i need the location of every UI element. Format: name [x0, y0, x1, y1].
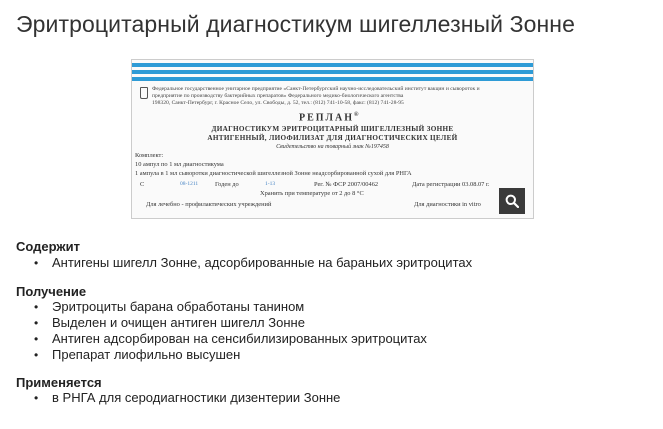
label-brand-name: РЕПЛАН — [299, 112, 355, 124]
label-kit-line: 10 ампул по 1 мл диагностикума — [135, 161, 224, 168]
product-label-image[interactable] — [131, 59, 534, 219]
list-item: • Выделен и очищен антиген шигелл Зонне — [16, 315, 427, 331]
label-footer-left: Для лечебно - профилактических учреждений — [146, 201, 272, 208]
vial-icon — [140, 87, 148, 99]
page-title: Эритроцитарный диагностикум шигеллезный Зонне — [16, 11, 575, 37]
label-org-line: Федеральное государственное унитарное предприятие «Санкт-Петербургский научно-исследовательский институт вакцин и сывороток и — [152, 86, 480, 92]
label-org-line: предприятие по производству бактерийных препаратов» Федерального медико-биологического агентства — [152, 93, 404, 99]
label-kit-line: 1 ампула в 1 мл сыворотки диагностической шигеллезной Зонне неадсорбированной сухой для РНГА — [135, 170, 412, 177]
section-heading-production: Получение — [16, 284, 87, 299]
label-storage: Хранить при температуре от 2 до 8 °С — [260, 190, 364, 197]
production-list — [16, 299, 427, 363]
list-item: • Эритроциты барана обработаны танином — [16, 299, 427, 315]
list-item: • Антиген адсорбирован на сенсибилизированных эритроцитах — [16, 331, 427, 347]
label-reg-number: Рег. № ФСР 2007/00462 — [314, 181, 379, 188]
list-item: • в РНГА для серодиагностики дизентерии Зонне — [16, 390, 340, 406]
label-stripe — [132, 70, 533, 74]
label-reg-date: Дата регистрации 03.08.07 г. — [412, 181, 490, 188]
label-heading: АНТИГЕННЫЙ, ЛИОФИЛИЗАТ ДЛЯ ДИАГНОСТИЧЕСКИХ ЦЕЛЕЙ — [207, 134, 458, 142]
label-brand-mark: ® — [354, 112, 361, 118]
label-stripe — [132, 77, 533, 81]
label-brand — [299, 112, 361, 123]
usage-list — [16, 390, 340, 406]
label-series-value: 08-1211 — [180, 181, 199, 187]
list-item: • Антигены шигелл Зонне, адсорбированные на бараньих эритроцитах — [16, 255, 472, 271]
section-heading-contains: Содержит — [16, 239, 80, 254]
label-footer-right: Для диагностики in vitro — [414, 201, 481, 208]
label-series-label: С — [140, 181, 145, 188]
label-heading: ДИАГНОСТИКУМ ЭРИТРОЦИТАРНЫЙ ШИГЕЛЛЕЗНЫЙ ЗОННЕ — [211, 125, 454, 133]
zoom-button[interactable] — [499, 188, 525, 214]
label-valid-label: Годен до — [215, 181, 239, 188]
section-heading-usage: Применяется — [16, 375, 102, 390]
label-trademark: Свидетельство на товарный знак №197458 — [276, 144, 389, 150]
label-stripe — [132, 63, 533, 67]
contains-list — [16, 255, 472, 271]
magnifier-icon — [505, 194, 519, 208]
label-kit-heading: Комплект: — [135, 152, 164, 159]
label-valid-value: 1-13 — [265, 181, 276, 187]
list-item: • Препарат лиофильно высушен — [16, 347, 427, 363]
label-org-line: 198320, Санкт-Петербург, г. Красное Село, ул. Свободы, д. 52, тел.: (812) 741-10-58, факс: (812) 741-28-95 — [152, 100, 404, 106]
